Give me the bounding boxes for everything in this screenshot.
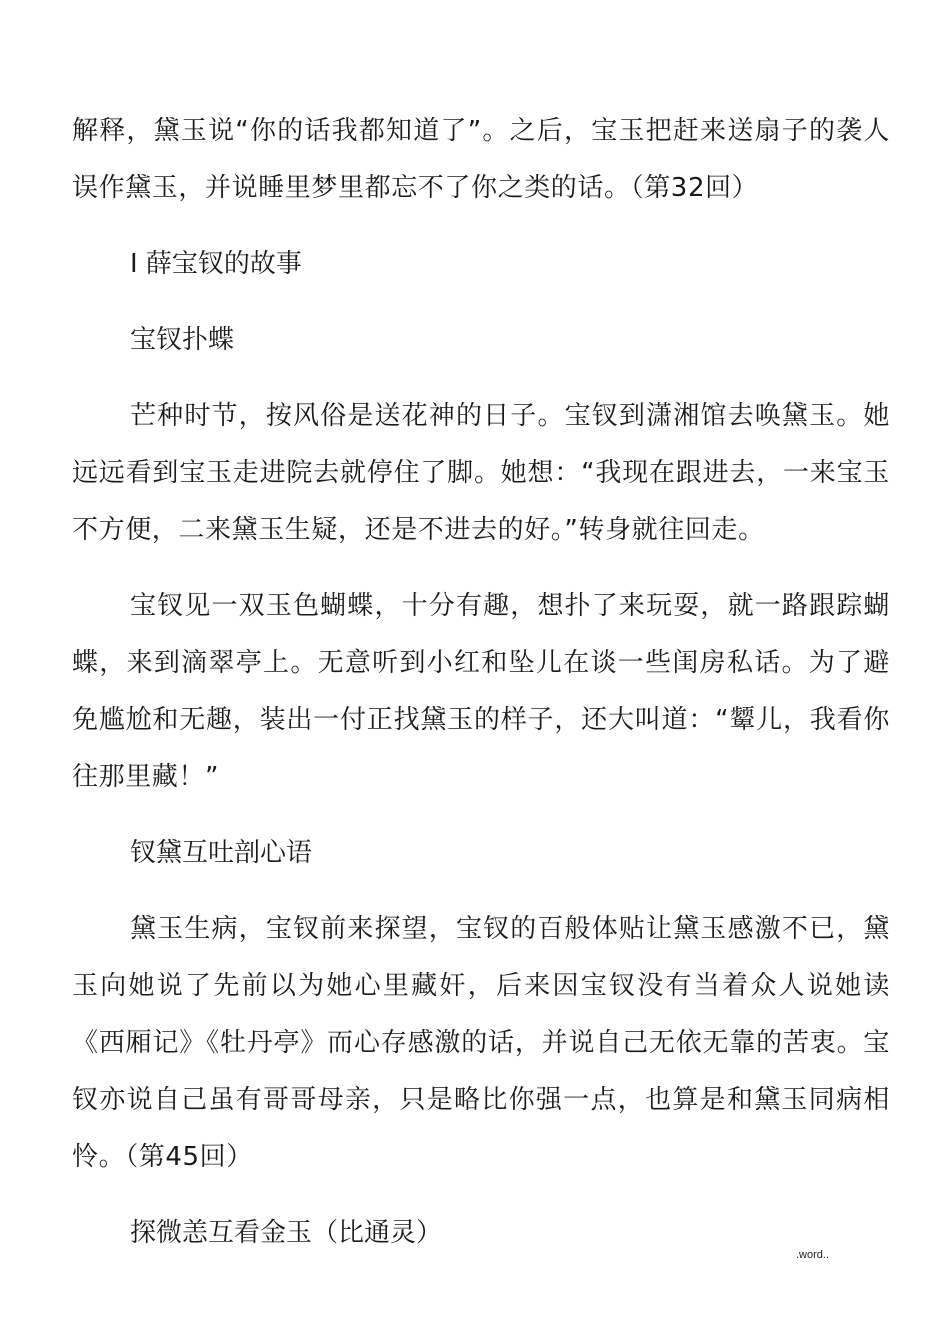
subheading-jade-gold: 探微恙互看金玉（比通灵） [130,1218,443,1248]
document-body [72,103,890,1262]
section-heading-xue-baochai: I 薛宝钗的故事 [130,249,302,279]
paragraph-gap [72,806,890,825]
paragraph-gap [72,217,890,236]
paragraph-gap [72,293,890,312]
paragraph-butterfly-chase: 宝钗见一双玉色蝴蝶，十分有趣，想扑了来玩耍，就一路跟踪蝴蝶，来到滴翠亭上。无意听到小红和坠儿在谈一些闺房私话。为了避免尴尬和无趣，装出一付正找黛玉的样子，还大叫道：“颦儿，我看你往那里藏！” [72,591,890,792]
paragraph-mangzhong: 芒种时节，按风俗是送花神的日子。宝钗到潇湘馆去唤黛玉。她远远看到宝玉走进院去就停住了脚。她想：“我现在跟进去，一来宝玉不方便，二来黛玉生疑，还是不进去的好。”转身就往回走。 [72,401,890,545]
paragraph-gap [72,882,890,901]
paragraph-gap [72,1186,890,1205]
subheading-heart-to-heart: 钗黛互吐剖心语 [130,838,313,868]
paragraph-gap [72,559,890,578]
paragraph-continuation: 解释，黛玉说“你的话我都知道了”。之后，宝玉把赶来送扇子的袭人误作黛玉，并说睡里梦里都忘不了你之类的话。（第32回） [72,116,890,203]
paragraph-gap [72,369,890,388]
footer-watermark: .word.. [796,1249,830,1261]
subheading-baochai-butterfly: 宝钗扑蝶 [130,325,235,355]
paragraph-daiyu-illness: 黛玉生病，宝钗前来探望，宝钗的百般体贴让黛玉感激不已，黛玉向她说了先前以为她心里藏奸，后来因宝钗没有当着众人说她读《西厢记》《牡丹亭》而心存感激的话，并说自己无依无靠的苦衷。宝钗亦说自己虽有哥哥母亲，只是略比你强一点，也算是和黛玉同病相怜。（第45回） [72,914,890,1172]
